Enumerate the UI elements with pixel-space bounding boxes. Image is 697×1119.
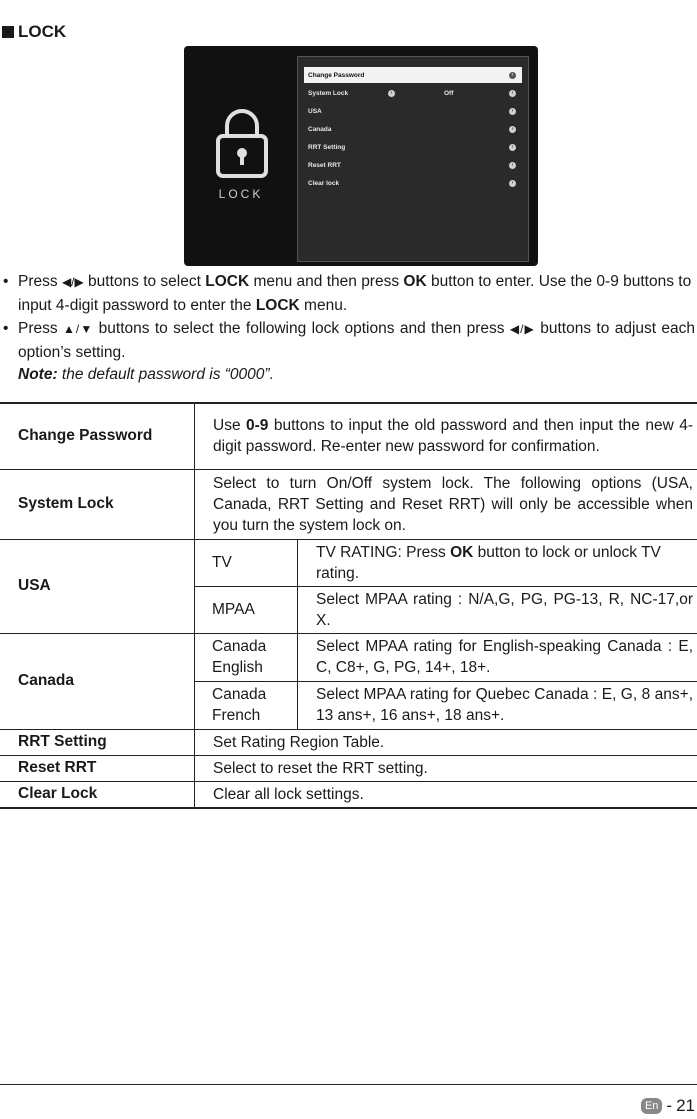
menu-item-label: Reset RRT <box>308 161 341 169</box>
menu-item-rrt-setting[interactable] <box>304 139 522 155</box>
padlock-icon <box>215 106 269 178</box>
row-key: RRT Setting <box>0 729 195 755</box>
footer-divider <box>0 1084 697 1085</box>
menu-item-system-lock[interactable] <box>304 85 522 101</box>
menu-item-canada[interactable] <box>304 121 522 137</box>
chevron-right-icon: › <box>509 162 516 169</box>
section-heading <box>2 22 66 42</box>
chevron-left-icon[interactable]: ‹ <box>388 90 395 97</box>
square-bullet-icon <box>2 26 14 38</box>
menu-item-label: Change Password <box>308 71 365 79</box>
chevron-right-icon: › <box>509 126 516 133</box>
instructions <box>0 270 697 364</box>
chevron-right-icon: › <box>509 72 516 79</box>
note: Note: the default password is “0000”. <box>18 366 274 383</box>
menu-item-usa[interactable] <box>304 103 522 119</box>
bullet-dot: • <box>3 273 9 290</box>
sub-value: Select MPAA rating : N/A,G, PG, PG-13, R, NC-17,or X. <box>298 586 697 633</box>
table-row <box>0 469 697 539</box>
row-key: System Lock <box>0 469 195 539</box>
table-row <box>0 729 697 755</box>
chevron-right-icon[interactable]: › <box>509 90 516 97</box>
sub-value: TV RATING: Press OK button to lock or unlock TV rating. <box>298 539 697 586</box>
menu-item-change-password[interactable] <box>304 67 522 83</box>
left-right-arrows-icon: ◀/▶ <box>509 322 535 336</box>
sub-key: TV <box>195 539 298 586</box>
row-key: Reset RRT <box>0 755 195 781</box>
up-down-arrows-icon: ▲/▼ <box>63 322 94 336</box>
menu-item-clear-lock[interactable] <box>304 175 522 191</box>
chevron-right-icon: › <box>509 108 516 115</box>
lock-options-menu <box>297 56 529 262</box>
page-dash: - <box>666 1096 673 1115</box>
section-title: LOCK <box>18 22 67 41</box>
table-row <box>0 781 697 808</box>
page-number <box>641 1096 695 1116</box>
menu-item-label: Clear lock <box>308 179 340 187</box>
chevron-right-icon: › <box>509 144 516 151</box>
left-right-arrows-icon: ◀/▶ <box>61 275 84 289</box>
table-row <box>0 633 697 681</box>
chevron-right-icon: › <box>509 180 516 187</box>
sub-value: Select MPAA rating for English-speaking Canada : E, C, C8+, G, PG, 14+, 18+. <box>298 633 697 681</box>
row-key: Clear Lock <box>0 781 195 808</box>
row-key: USA <box>0 539 195 633</box>
sub-key: Canada French <box>195 681 298 729</box>
table-row <box>0 755 697 781</box>
instruction-2: • Press ▲/▼ buttons to select the following lock options and then press ◀/▶ buttons to adjust each option’s setting. <box>0 317 697 364</box>
tv-lock-menu-screenshot <box>184 46 538 266</box>
menu-item-label: System Lock <box>308 89 349 97</box>
instruction-1: • Press ◀/▶ buttons to select LOCK menu and then press OK button to enter. Use the 0-9 buttons to input 4-digit password to enter the LOCK menu. <box>0 270 697 317</box>
table-row <box>0 403 697 469</box>
sub-key: MPAA <box>195 586 298 633</box>
page-number-value: 21 <box>676 1096 695 1115</box>
sub-key: Canada English <box>195 633 298 681</box>
row-key: Canada <box>0 633 195 729</box>
lock-panel <box>184 46 298 266</box>
row-value: Clear all lock settings. <box>195 781 697 808</box>
menu-item-reset-rrt[interactable] <box>304 157 522 173</box>
row-value: Select to turn On/Off system lock. The following options (USA, Canada, RRT Setting and Reset RRT) will only be accessible when you turn the system lock on. <box>195 469 697 539</box>
row-key: Change Password <box>0 403 195 469</box>
row-value: Set Rating Region Table. <box>195 729 697 755</box>
row-value: Use 0-9 buttons to input the old password and then input the new 4-digit password. Re-enter new password for confirmation. <box>195 403 697 469</box>
menu-item-label: Canada <box>308 125 332 133</box>
bullet-dot: • <box>3 320 9 337</box>
system-lock-value: Off <box>444 89 454 97</box>
lock-options-table <box>0 402 697 809</box>
lock-label: LOCK <box>218 187 264 201</box>
menu-item-label: USA <box>308 107 322 115</box>
row-value: Select to reset the RRT setting. <box>195 755 697 781</box>
table-row <box>0 539 697 586</box>
menu-item-label: RRT Setting <box>308 143 346 151</box>
sub-value: Select MPAA rating for Quebec Canada : E, G, 8 ans+, 13 ans+, 16 ans+, 18 ans+. <box>298 681 697 729</box>
language-badge: En <box>641 1098 662 1114</box>
